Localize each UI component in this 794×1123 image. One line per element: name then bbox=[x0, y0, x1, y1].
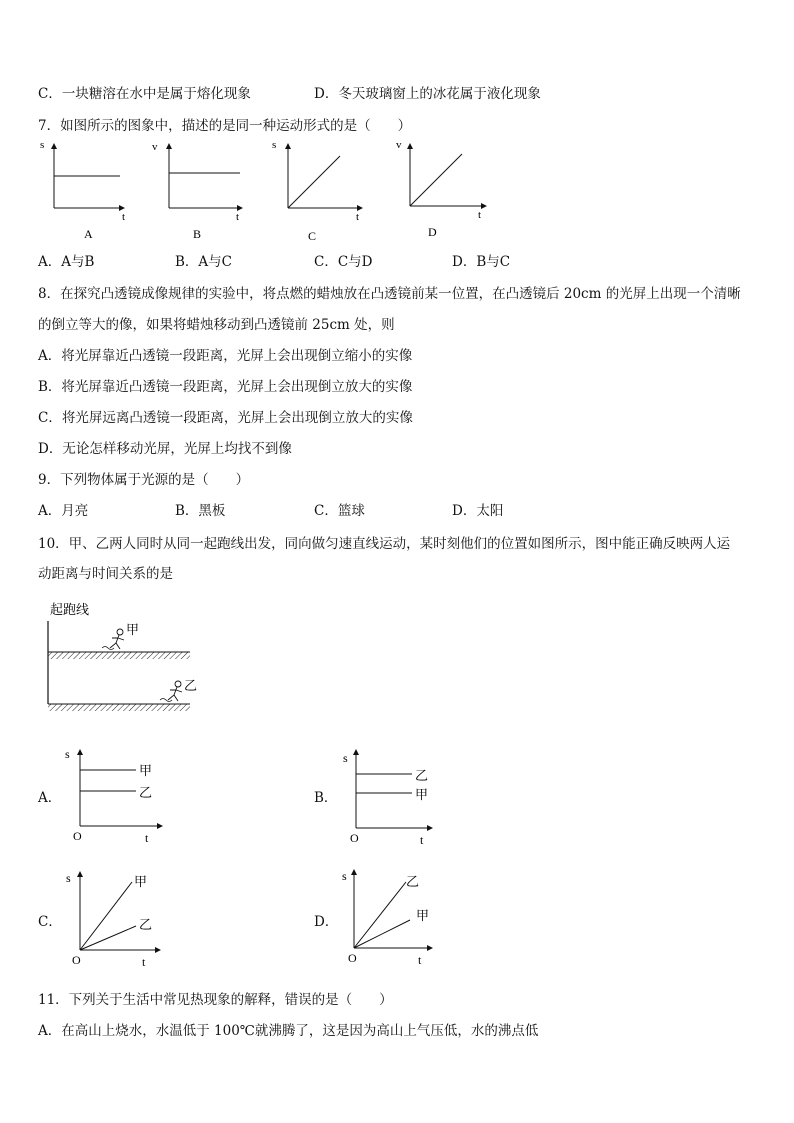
q7-graphs bbox=[30, 136, 500, 246]
q8-option-c: C．将光屏远离凸透镜一段距离，光屏上会出现倒立放大的实像 bbox=[38, 410, 413, 426]
q7-graph-a bbox=[40, 139, 125, 241]
svg-text:t: t bbox=[142, 955, 146, 969]
q7-a-label: A bbox=[84, 227, 93, 241]
q10-choice-c-graph bbox=[60, 866, 170, 970]
q8-option-a: A．将光屏靠近凸透镜一段距离，光屏上会出现倒立缩小的实像 bbox=[38, 348, 413, 364]
q8-stem-line1: 8．在探究凸透镜成像规律的实验中，将点燃的蜡烛放在凸透镜前某一位置，在凸透镜后 20cm 的光屏上出现一个清晰 bbox=[38, 286, 741, 302]
q9-option-b: B．黑板 bbox=[175, 503, 226, 519]
q10-stem-line1: 10．甲、乙两人同时从同一起跑线出发，同向做匀速直线运动，某时刻他们的位置如图所示，图中能正确反映两人运 bbox=[38, 536, 731, 552]
q7-a-xaxis: t bbox=[122, 211, 126, 223]
q9-option-d: D．太阳 bbox=[452, 503, 504, 519]
q7-c-xaxis: t bbox=[356, 211, 360, 223]
q8-stem-line2: 的倒立等大的像，如果将蜡烛移动到凸透镜前 25cm 处，则 bbox=[38, 317, 395, 333]
q11-stem: 11．下列关于生活中常见热现象的解释，错误的是（ ） bbox=[38, 992, 393, 1008]
q6-option-c: C．一块糖溶在水中是属于熔化现象 bbox=[38, 86, 251, 102]
svg-text:s: s bbox=[65, 747, 70, 761]
q9-option-c: C．篮球 bbox=[314, 503, 365, 519]
q6-option-d: D．冬天玻璃窗上的冰花属于液化现象 bbox=[314, 86, 541, 102]
q7-d-yaxis: v bbox=[396, 139, 402, 151]
q7-b-label: B bbox=[193, 227, 202, 241]
q7-graph-b bbox=[152, 141, 242, 241]
start-line-label: 起跑线 bbox=[50, 602, 90, 617]
q7-b-yaxis: v bbox=[152, 141, 158, 153]
runner-jia-icon bbox=[102, 629, 124, 650]
q7-d-xaxis: t bbox=[478, 209, 482, 221]
q7-d-label: D bbox=[428, 225, 437, 239]
svg-text:t: t bbox=[418, 953, 422, 967]
q7-option-c: C．C与D bbox=[314, 254, 373, 270]
svg-text:乙: 乙 bbox=[139, 785, 153, 800]
q10-choice-c-letter: C． bbox=[38, 914, 62, 930]
q7-b-xaxis: t bbox=[236, 211, 240, 223]
svg-text:O: O bbox=[73, 829, 82, 843]
runner-yi-icon bbox=[160, 681, 182, 702]
q7-c-label: C bbox=[308, 229, 317, 243]
q10-choice-b-letter: B． bbox=[314, 790, 338, 806]
runner-jia-label: 甲 bbox=[126, 622, 140, 637]
svg-text:甲: 甲 bbox=[134, 874, 148, 889]
svg-text:乙: 乙 bbox=[139, 917, 153, 932]
q10-choice-d-graph bbox=[336, 864, 446, 968]
q10-stem-line2: 动距离与时间关系的是 bbox=[38, 566, 173, 582]
q9-option-a: A．月亮 bbox=[38, 503, 89, 519]
svg-text:s: s bbox=[342, 869, 347, 883]
svg-text:乙: 乙 bbox=[415, 768, 429, 783]
svg-text:O: O bbox=[348, 951, 357, 965]
svg-text:甲: 甲 bbox=[415, 787, 429, 802]
q10-track-scene bbox=[40, 596, 200, 718]
q10-choice-d-letter: D． bbox=[314, 914, 339, 930]
runner-yi-label: 乙 bbox=[184, 678, 198, 693]
svg-text:t: t bbox=[145, 831, 149, 845]
q7-stem: 7．如图所示的图象中，描述的是同一种运动形式的是（ ） bbox=[38, 118, 412, 134]
svg-text:乙: 乙 bbox=[406, 874, 420, 889]
q7-graph-c bbox=[272, 139, 362, 243]
svg-text:t: t bbox=[420, 833, 424, 846]
q8-option-b: B．将光屏靠近凸透镜一段距离，光屏上会出现倒立放大的实像 bbox=[38, 379, 413, 395]
q10-choice-a-letter: A． bbox=[38, 790, 62, 806]
q7-a-yaxis: s bbox=[40, 139, 45, 151]
svg-text:O: O bbox=[72, 953, 81, 967]
q7-option-b: B．A与C bbox=[175, 254, 232, 270]
svg-text:甲: 甲 bbox=[416, 908, 430, 923]
q7-option-a: A．A与B bbox=[38, 254, 95, 270]
q7-c-yaxis: s bbox=[272, 139, 277, 151]
q7-option-d: D．B与C bbox=[452, 254, 511, 270]
svg-text:s: s bbox=[66, 871, 71, 885]
q10-choice-a-graph bbox=[60, 742, 170, 846]
q11-option-a: A．在高山上烧水，水温低于 100℃就沸腾了，这是因为高山上气压低，水的沸点低 bbox=[38, 1023, 539, 1039]
svg-text:s: s bbox=[343, 751, 348, 765]
svg-text:O: O bbox=[350, 831, 359, 845]
q8-option-d: D．无论怎样移动光屏，光屏上均找不到像 bbox=[38, 441, 292, 457]
svg-text:甲: 甲 bbox=[139, 763, 153, 778]
q7-graph-d bbox=[396, 139, 486, 239]
q10-choice-b-graph bbox=[336, 742, 446, 846]
q9-stem: 9．下列物体属于光源的是（ ） bbox=[38, 472, 250, 488]
